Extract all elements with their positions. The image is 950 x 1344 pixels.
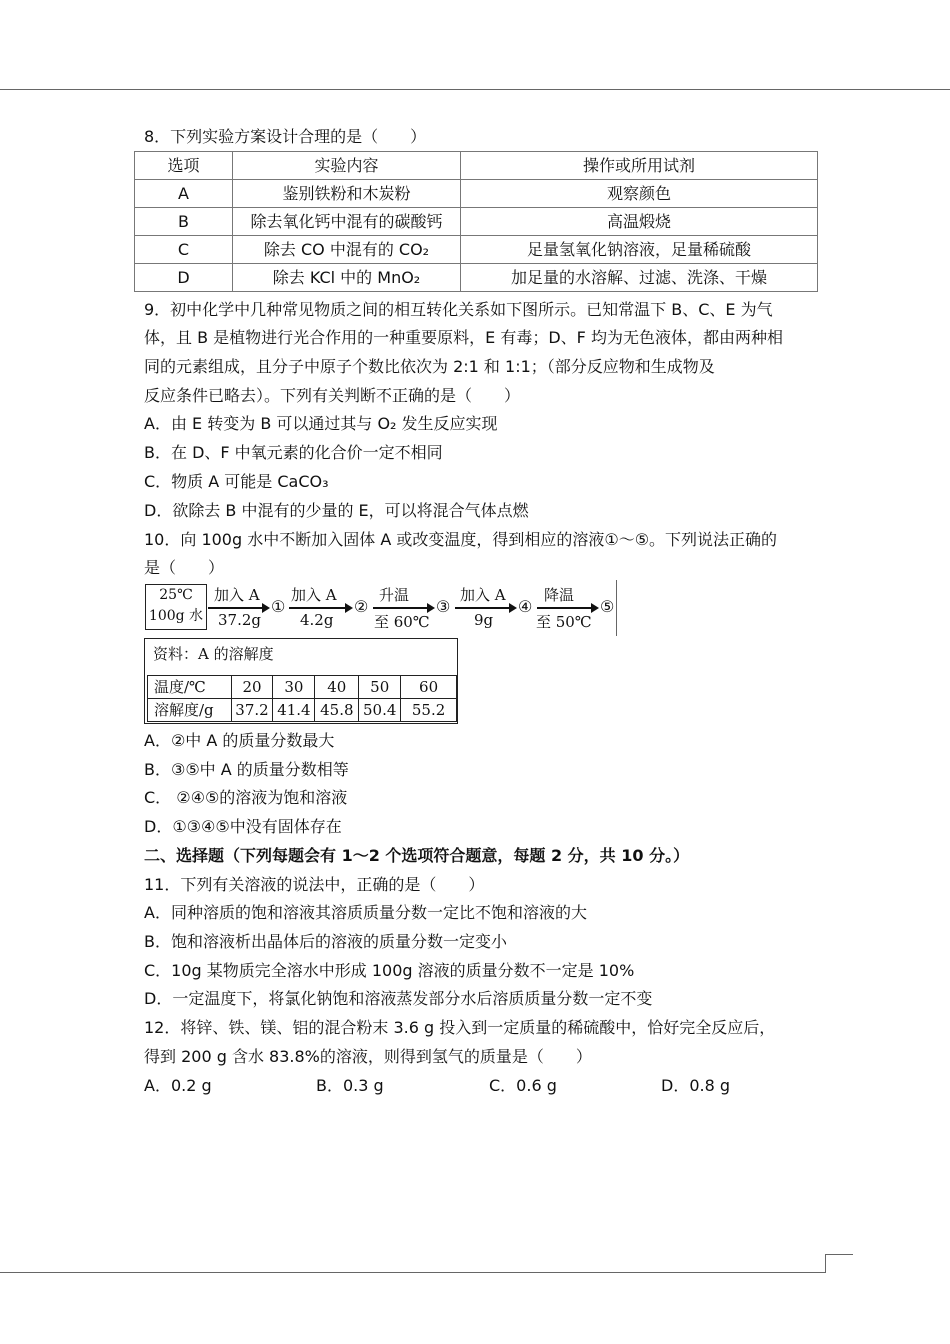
solubility-table-box (144, 638, 458, 724)
table-header-cell: 选项 (135, 152, 233, 180)
table-cell: 50.4 (359, 699, 401, 722)
flow-start-temp: 25℃ (159, 587, 193, 603)
flow-step-amount: 37.2g (218, 611, 262, 629)
flow-arrow (373, 607, 433, 609)
table-cell: 40 (315, 676, 359, 699)
q12-stem-line: 12．将锌、铁、镁、铝的混合粉末 3.6 g 投入到一定质量的稀硫酸中，恰好完全反应后， (144, 1018, 776, 1037)
solubility-row-label: 溶解度/g (148, 699, 232, 722)
flow-node: ③ (436, 597, 451, 616)
table-cell: D (135, 264, 233, 292)
table-cell: 高温煅烧 (461, 208, 818, 236)
table-cell: 除去氧化钙中混有的碳酸钙 (233, 208, 461, 236)
flow-start-water: 100g 水 (148, 608, 204, 624)
q9-option-b: B．在 D、F 中氧元素的化合价一定不相同 (144, 443, 443, 462)
table-cell: 除去 KCl 中的 MnO₂ (233, 264, 461, 292)
q9-option-c: C．物质 A 可能是 CaCO₃ (144, 472, 329, 491)
q9-option-a: A．由 E 转变为 B 可以通过其与 O₂ 发生反应实现 (144, 414, 498, 433)
q9-stem-line: 反应条件已略去）。下列有关判断不正确的是（ ） (144, 386, 521, 405)
table-row (148, 699, 457, 722)
q10-stem-line: 10．向 100g 水中不断加入固体 A 或改变温度，得到相应的溶液①～⑤。下列说法正确的 (144, 530, 778, 549)
header-rule (0, 89, 950, 90)
q11-stem: 11．下列有关溶液的说法中，正确的是（ ） (144, 875, 485, 894)
table-cell: 50 (359, 676, 401, 699)
q9-option-d: D．欲除去 B 中混有的少量的 E，可以将混合气体点燃 (144, 501, 529, 520)
flow-end-bar (616, 580, 617, 636)
q11-option-b: B．饱和溶液析出晶体后的溶液的质量分数一定变小 (144, 932, 507, 951)
table-cell: 鉴别铁粉和木炭粉 (233, 180, 461, 208)
q11-option-d: D．一定温度下，将氯化钠饱和溶液蒸发部分水后溶质质量分数一定不变 (144, 989, 653, 1008)
table-cell: 60 (401, 676, 457, 699)
flow-arrow (455, 607, 515, 609)
table-cell: A (135, 180, 233, 208)
footer-rule (0, 1272, 826, 1273)
table-cell: 55.2 (401, 699, 457, 722)
flow-step-amount: 至 60℃ (374, 613, 430, 631)
q8-table (134, 151, 818, 292)
q8-stem: 8．下列实验方案设计合理的是（ ） (144, 127, 427, 146)
table-header-cell: 操作或所用试剂 (461, 152, 818, 180)
table-header-row (135, 152, 818, 180)
q12-option-c: C．0.6 g (489, 1076, 557, 1095)
q9-stem-line: 9．初中化学中几种常见物质之间的相互转化关系如下图所示。已知常温下 B、C、E 为气 (144, 300, 773, 319)
table-header-cell: 实验内容 (233, 152, 461, 180)
flow-start-box (145, 584, 207, 630)
table-row (135, 208, 818, 236)
q10-option-d: D．①③④⑤中没有固体存在 (144, 817, 342, 836)
q10-flow-diagram (144, 580, 619, 634)
table-cell: 20 (231, 676, 273, 699)
flow-arrow (289, 607, 351, 609)
flow-node: ⑤ (600, 597, 615, 616)
solubility-row-label: 温度/℃ (148, 676, 232, 699)
flow-arrow (537, 607, 597, 609)
table-cell: 41.4 (273, 699, 315, 722)
section-heading: 二、选择题（下列每题会有 1～2 个选项符合题意，每题 2 分，共 10 分。） (144, 846, 690, 865)
q9-stem-line: 体，且 B 是植物进行光合作用的一种重要原料，E 有毒；D、F 均为无色液体，都由两种相 (144, 328, 783, 347)
table-cell: 30 (273, 676, 315, 699)
q11-option-c: C．10g 某物质完全溶水中形成 100g 溶液的质量分数不一定是 10% (144, 961, 635, 980)
flow-step-label: 加入 A (214, 586, 260, 604)
table-cell: 加足量的水溶解、过滤、洗涤、干燥 (461, 264, 818, 292)
q12-option-a: A．0.2 g (144, 1076, 212, 1095)
table-row (135, 236, 818, 264)
flow-arrow (208, 607, 268, 609)
flow-node: ④ (518, 597, 533, 616)
table-cell: 足量氢氧化钠溶液，足量稀硫酸 (461, 236, 818, 264)
q10-option-b: B．③⑤中 A 的质量分数相等 (144, 760, 349, 779)
q10-stem-line: 是（ ） (144, 558, 225, 577)
table-row (135, 180, 818, 208)
flow-step-label: 加入 A (460, 586, 506, 604)
flow-step-amount: 4.2g (300, 611, 334, 629)
q12-option-b: B．0.3 g (316, 1076, 384, 1095)
table-row (148, 676, 457, 699)
flow-step-label: 升温 (379, 586, 410, 604)
q9-stem-line: 同的元素组成，且分子中原子个数比依次为 2:1 和 1:1；（部分反应物和生成物及 (144, 357, 715, 376)
flow-step-label: 降温 (544, 586, 575, 604)
q12-option-d: D．0.8 g (661, 1076, 731, 1095)
table-cell: 观察颜色 (461, 180, 818, 208)
table-cell: B (135, 208, 233, 236)
flow-node: ② (354, 597, 369, 616)
q10-option-c: C． ②④⑤的溶液为饱和溶液 (144, 788, 348, 807)
table-cell: 45.8 (315, 699, 359, 722)
flow-step-amount: 9g (474, 611, 494, 629)
solubility-table (147, 675, 457, 722)
footer-corner-mark (825, 1254, 826, 1273)
solubility-title: 资料：A 的溶解度 (153, 645, 274, 663)
footer-corner-mark (825, 1254, 853, 1255)
table-row (135, 264, 818, 292)
table-cell: 除去 CO 中混有的 CO₂ (233, 236, 461, 264)
flow-node: ① (271, 597, 286, 616)
flow-step-amount: 至 50℃ (536, 613, 592, 631)
table-cell: 37.2 (231, 699, 273, 722)
q12-stem-line: 得到 200 g 含水 83.8%的溶液，则得到氢气的质量是（ ） (144, 1047, 592, 1066)
flow-step-label: 加入 A (291, 586, 337, 604)
q10-option-a: A．②中 A 的质量分数最大 (144, 731, 335, 750)
q11-option-a: A．同种溶质的饱和溶液其溶质质量分数一定比不饱和溶液的大 (144, 903, 587, 922)
table-cell: C (135, 236, 233, 264)
